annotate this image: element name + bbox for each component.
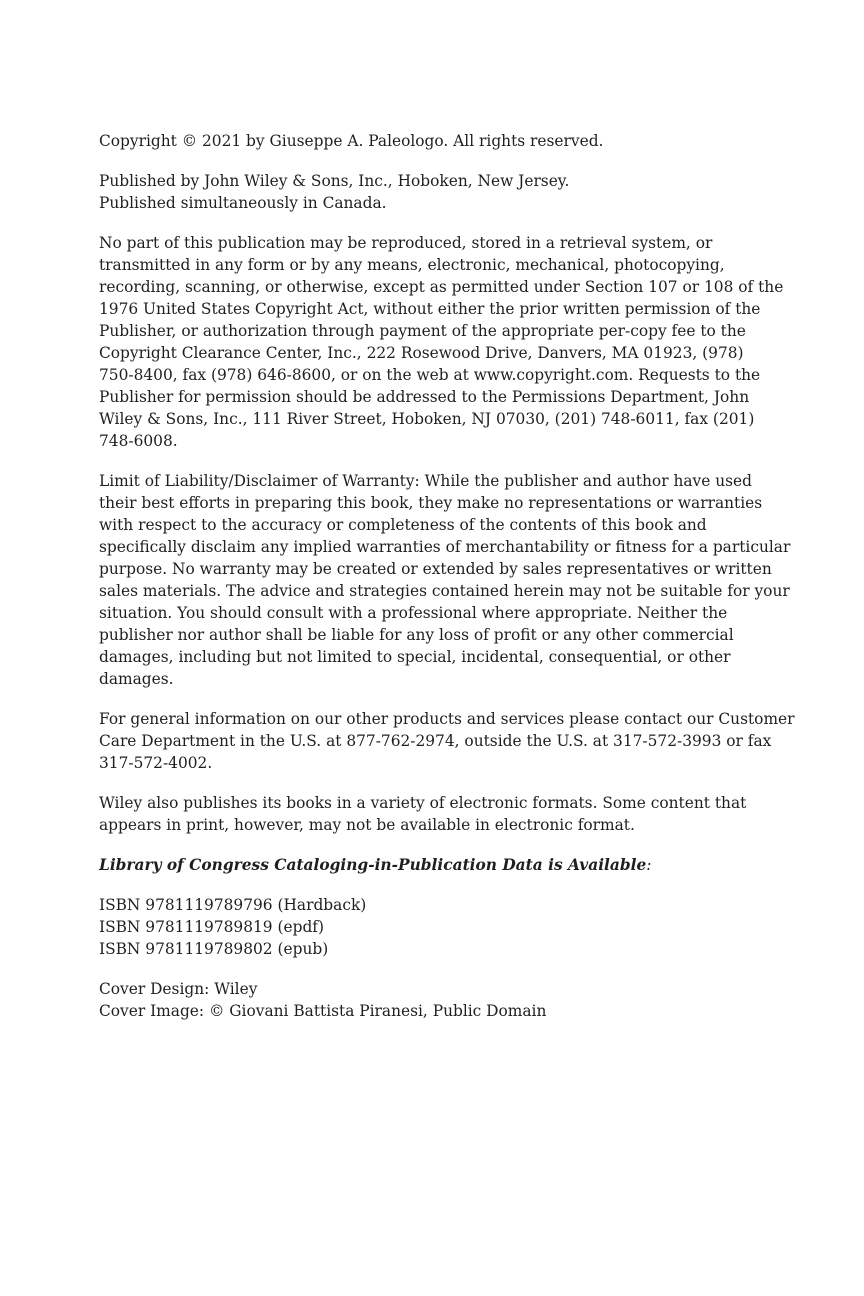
liability-line: Limit of Liability/Disclaimer of Warranty: While the publisher and author have used	[99, 472, 753, 490]
electronic-line: appears in print, however, may not be available in electronic format.	[99, 816, 635, 834]
publisher-info	[99, 170, 759, 214]
cip-heading	[99, 854, 759, 876]
liability-line: damages, including but not limited to special, incidental, consequential, or other	[99, 648, 731, 666]
rights-line: Copyright Clearance Center, Inc., 222 Rosewood Drive, Danvers, MA 01923, (978)	[99, 344, 744, 362]
rights-line: Publisher for permission should be addressed to the Permissions Department, John	[99, 388, 750, 406]
rights-line: No part of this publication may be reproduced, stored in a retrieval system, or	[99, 234, 713, 252]
rights-line: recording, scanning, or otherwise, except as permitted under Section 107 or 108 of the	[99, 278, 784, 296]
electronic-line: Wiley also publishes its books in a variety of electronic formats. Some content that	[99, 794, 747, 812]
general-info-line: 317-572-4002.	[99, 754, 213, 772]
cover-credits	[99, 978, 759, 1022]
cip-line	[99, 854, 759, 876]
rights-line: Publisher, or authorization through payment of the appropriate per-copy fee to the	[99, 322, 746, 340]
rights-text: 750-8400, fax (978) 646-8600, or on the web at	[99, 366, 474, 384]
liability-line: sales materials. The advice and strategies contained herein may not be suitable for your	[99, 582, 790, 600]
cover-design-line: Cover Design: Wiley	[99, 980, 258, 998]
publisher-canada-line: Published simultaneously in Canada.	[99, 194, 387, 212]
cip-label: Library of Congress Cataloging-in-Publication Data is Available	[99, 856, 647, 874]
general-info-paragraph	[99, 708, 795, 774]
liability-line: publisher nor author shall be liable for any loss of profit or any other commercial	[99, 626, 734, 644]
liability-line: their best efforts in preparing this book, they make no representations or warranties	[99, 494, 763, 512]
publisher-line: Published by John Wiley & Sons, Inc., Hoboken, New Jersey.	[99, 172, 570, 190]
liability-line: purpose. No warranty may be created or extended by sales representatives or written	[99, 560, 772, 578]
liability-paragraph	[99, 470, 791, 690]
rights-line-with-link	[99, 364, 759, 386]
rights-line: 1976 United States Copyright Act, without either the prior written permission of the	[99, 300, 761, 318]
rights-text: . Requests to the	[628, 366, 761, 384]
rights-paragraph	[99, 232, 784, 452]
copyright-website-link[interactable]: www.copyright.com	[473, 366, 629, 384]
rights-line: 748-6008.	[99, 432, 178, 450]
copyright-line: Copyright © 2021 by Giuseppe A. Paleologo. All rights reserved.	[99, 132, 604, 150]
cover-image-line: Cover Image: © Giovani Battista Piranesi, Public Domain	[99, 1002, 547, 1020]
rights-line: transmitted in any form or by any means, electronic, mechanical, photocopying,	[99, 256, 725, 274]
isbn-epub: ISBN 9781119789802 (epub)	[99, 940, 329, 958]
copyright-notice	[99, 130, 759, 152]
isbn-epdf: ISBN 9781119789819 (epdf)	[99, 918, 324, 936]
general-info-line: For general information on our other products and services please contact our Customer	[99, 710, 795, 728]
liability-line: specifically disclaim any implied warranties of merchantability or fitness for a particular	[99, 538, 791, 556]
liability-line: situation. You should consult with a professional where appropriate. Neither the	[99, 604, 728, 622]
isbn-hardback: ISBN 9781119789796 (Hardback)	[99, 896, 367, 914]
electronic-formats-paragraph	[99, 792, 759, 836]
rights-line: Wiley & Sons, Inc., 111 River Street, Hoboken, NJ 07030, (201) 748-6011, fax (201)	[99, 410, 755, 428]
general-info-line: Care Department in the U.S. at 877-762-2974, outside the U.S. at 317-572-3993 or fax	[99, 732, 772, 750]
copyright-page	[99, 130, 795, 1040]
liability-line: with respect to the accuracy or completeness of the contents of this book and	[99, 516, 707, 534]
liability-line: damages.	[99, 670, 174, 688]
isbn-list	[99, 894, 759, 960]
cip-colon: :	[646, 856, 652, 874]
